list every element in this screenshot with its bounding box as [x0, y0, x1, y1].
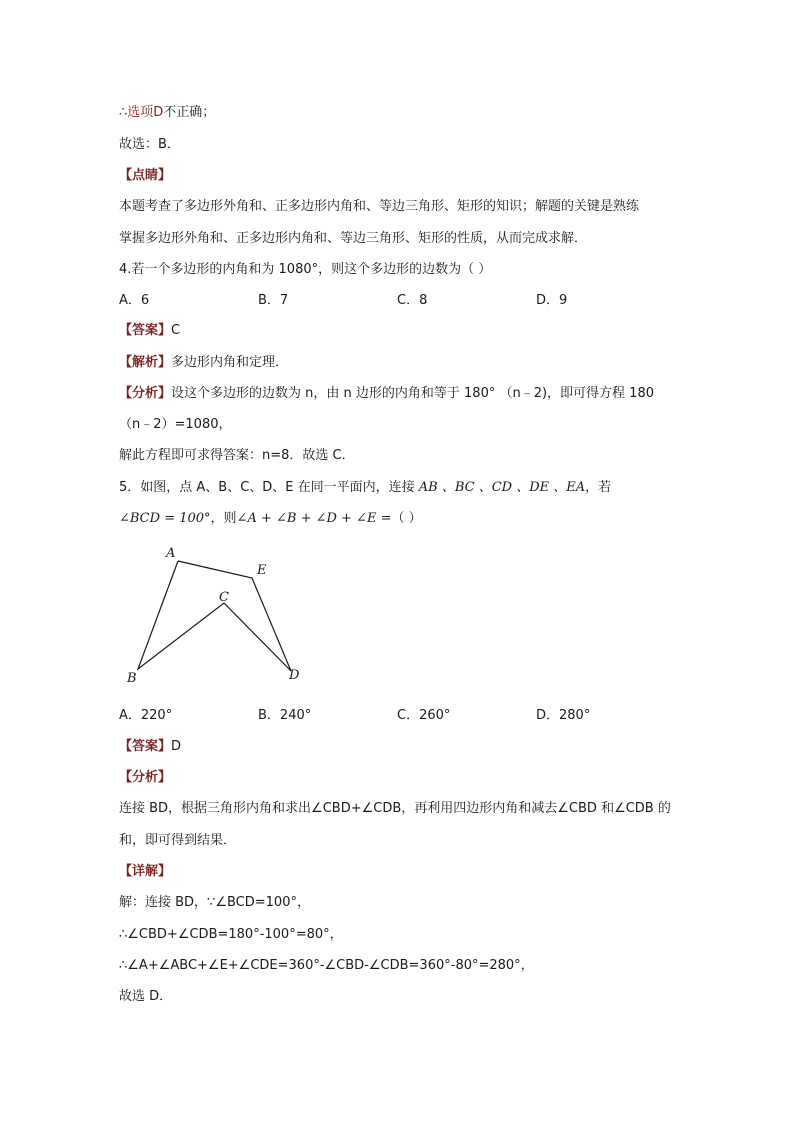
- q4-fenxi-line-3: 解此方程即可求得答案：n=8．故选 C．: [119, 448, 355, 463]
- prev-conclusion: [119, 104, 215, 122]
- label-a: A: [166, 546, 176, 561]
- comment-line-1: 本题考查了多边形外角和、正多边形内角和、等边三角形、矩形的知识；解题的关键是熟练: [119, 199, 640, 214]
- q5-angle-given: ∠BCD = 100°: [119, 511, 211, 526]
- q4-analysis-label: 【解析】: [119, 355, 172, 370]
- q5-detail-line-4: 故选 D．: [119, 989, 173, 1004]
- q5-detail-line-3: ∴∠A+∠ABC+∠E+∠CDE=360°-∠CBD-∠CDB=360°-80°=280°，: [119, 958, 534, 973]
- q4-option-d: D．9: [536, 293, 568, 308]
- q4-fenxi-line-1: [119, 385, 654, 403]
- q4-fenxi-line-2: （n﹣2）=1080，: [119, 417, 232, 432]
- q5-stem-line-2: [119, 510, 422, 528]
- figure-outline: [138, 561, 291, 671]
- q4-option-c: C．8: [397, 293, 428, 308]
- q4-option-a: A．6: [119, 293, 150, 308]
- q4-answer-label: 【答案】: [119, 323, 172, 338]
- q4-answer-value: C: [171, 323, 181, 338]
- q5-option-a: A．220°: [119, 708, 173, 723]
- q5-answer-label: 【答案】: [119, 739, 172, 754]
- q4-option-b: B．7: [258, 293, 289, 308]
- q5-angle-sum: ∠A + ∠B + ∠D + ∠E =: [236, 511, 392, 526]
- q4-analysis-text: 多边形内角和定理．: [171, 355, 289, 370]
- q4-stem: 4.若一个多边形的内角和为 1080°，则这个多边形的边数为（ ）: [119, 262, 492, 277]
- q5-detail-line-2: ∴∠CBD+∠CDB=180°-100°=80°，: [119, 927, 343, 942]
- therefore-symbol: ∴: [119, 105, 128, 120]
- q5-option-c: C．260°: [397, 708, 451, 723]
- q5-detail-label: 【详解】: [119, 864, 172, 879]
- label-b: B: [127, 671, 137, 683]
- q4-fenxi-label: 【分析】: [119, 386, 172, 401]
- q5-stem-text-3: ，则: [210, 511, 237, 526]
- q5-answer-value: D: [171, 739, 182, 754]
- q5-stem-text-2: ，若: [585, 480, 612, 495]
- q5-stem-blank: （ ）: [391, 511, 422, 526]
- q5-fenxi-line-2: 和，即可得到结果．: [119, 833, 237, 848]
- q5-fenxi-label: 【分析】: [119, 770, 172, 785]
- label-c: C: [219, 590, 229, 605]
- option-reference: 选项D: [127, 105, 164, 120]
- q5-answer: [119, 738, 181, 756]
- q5-fenxi-line-1: 连接 BD，根据三角形内角和求出∠CBD+∠CDB，再利用四边形内角和减去∠CBD 和∠CDB 的: [119, 801, 671, 816]
- q5-option-b: B．240°: [258, 708, 312, 723]
- label-d: D: [289, 668, 300, 683]
- q5-stem-text-1: 5．如图，点 A、B、C、D、E 在同一平面内，连接: [119, 480, 419, 495]
- q4-analysis: [119, 354, 288, 372]
- q4-fenxi-text-1: 设这个多边形的边数为 n，由 n 边形的内角和等于 180° （n﹣2)，即可得方程 180: [171, 386, 654, 401]
- q5-option-d: D．280°: [536, 708, 591, 723]
- q4-answer: [119, 322, 180, 340]
- prev-choice: 故选：B．: [119, 137, 180, 152]
- comment-label: 【点睛】: [119, 168, 172, 183]
- comment-line-2: 掌握多边形外角和、正多边形内角和、等边三角形、矩形的性质，从而完成求解．: [119, 231, 588, 246]
- q5-stem-line-1: [119, 479, 611, 497]
- label-e: E: [257, 563, 267, 578]
- pentagon-figure: [119, 543, 319, 683]
- q5-detail-line-1: 解：连接 BD，∵∠BCD=100°，: [119, 895, 310, 910]
- q5-segments-math: AB 、BC 、CD 、DE 、EA: [418, 480, 586, 495]
- conclusion-text: 不正确；: [163, 105, 216, 120]
